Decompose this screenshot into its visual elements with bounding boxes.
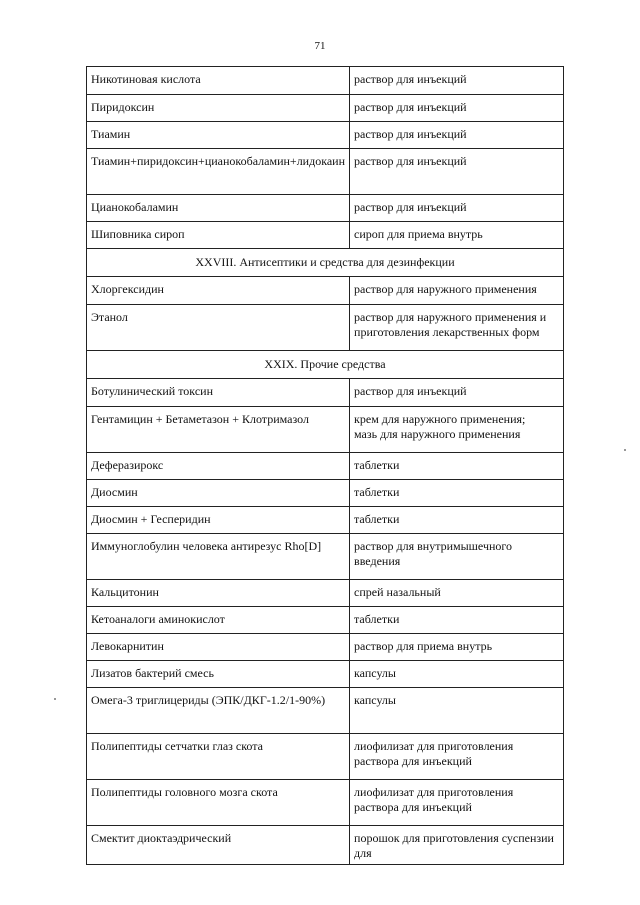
- section-row: [87, 351, 564, 379]
- table-row: [87, 534, 564, 580]
- drug-name-cell: Цианокобаламин: [87, 195, 350, 222]
- dosage-form-cell: раствор для инъекций: [350, 95, 564, 122]
- dosage-form-cell: капсулы: [350, 688, 564, 734]
- table-row: [87, 453, 564, 480]
- drug-name-cell: Иммуноглобулин человека антирезус Rho[D]: [87, 534, 350, 580]
- table-row: [87, 195, 564, 222]
- table-row: [87, 607, 564, 634]
- drug-name-cell: Шиповника сироп: [87, 222, 350, 249]
- drug-name-cell: Кетоаналоги аминокислот: [87, 607, 350, 634]
- dosage-form-cell: капсулы: [350, 661, 564, 688]
- dosage-form-cell: порошок для приготовления суспензии для: [350, 826, 564, 865]
- dosage-form-cell: крем для наружного применения; мазь для наружного применения: [350, 407, 564, 453]
- dosage-form-cell: раствор для наружного применения и приготовления лекарственных форм: [350, 305, 564, 351]
- drug-name-cell: Кальцитонин: [87, 580, 350, 607]
- drug-name-cell: Пиридоксин: [87, 95, 350, 122]
- medicines-table: [86, 66, 564, 865]
- scan-speck: [54, 698, 56, 700]
- dosage-form-cell: таблетки: [350, 453, 564, 480]
- section-title: XXVIII. Антисептики и средства для дезинфекции: [87, 249, 564, 277]
- table-row: [87, 661, 564, 688]
- table-row: [87, 222, 564, 249]
- dosage-form-cell: раствор для инъекций: [350, 149, 564, 195]
- drug-name-cell: Деферазирокс: [87, 453, 350, 480]
- drug-name-cell: Диосмин + Гесперидин: [87, 507, 350, 534]
- table-row: [87, 407, 564, 453]
- section-title: XXIX. Прочие средства: [87, 351, 564, 379]
- dosage-form-cell: таблетки: [350, 507, 564, 534]
- table-row: [87, 688, 564, 734]
- table-row: [87, 305, 564, 351]
- drug-name-cell: Тиамин+пиридоксин+цианокобаламин+лидокаин: [87, 149, 350, 195]
- section-row: [87, 249, 564, 277]
- drug-name-cell: Лизатов бактерий смесь: [87, 661, 350, 688]
- drug-name-cell: Ботулинический токсин: [87, 379, 350, 407]
- table-row: [87, 507, 564, 534]
- dosage-form-cell: раствор для внутримышечного введения: [350, 534, 564, 580]
- dosage-form-cell: раствор для наружного применения: [350, 277, 564, 305]
- drug-name-cell: Хлоргексидин: [87, 277, 350, 305]
- medicines-table-body: [87, 67, 564, 865]
- table-row: [87, 379, 564, 407]
- table-row: [87, 580, 564, 607]
- page-number: 71: [314, 40, 326, 52]
- table-row: [87, 734, 564, 780]
- dosage-form-cell: раствор для инъекций: [350, 195, 564, 222]
- scan-speck: [624, 449, 626, 451]
- dosage-form-cell: таблетки: [350, 607, 564, 634]
- drug-name-cell: Полипептиды сетчатки глаз скота: [87, 734, 350, 780]
- dosage-form-cell: раствор для приема внутрь: [350, 634, 564, 661]
- drug-name-cell: Диосмин: [87, 480, 350, 507]
- table-row: [87, 826, 564, 865]
- table-row: [87, 149, 564, 195]
- table-row: [87, 780, 564, 826]
- dosage-form-cell: сироп для приема внутрь: [350, 222, 564, 249]
- drug-name-cell: Левокарнитин: [87, 634, 350, 661]
- dosage-form-cell: спрей назальный: [350, 580, 564, 607]
- drug-name-cell: Тиамин: [87, 122, 350, 149]
- drug-name-cell: Омега-3 триглицериды (ЭПК/ДКГ-1.2/1-90%): [87, 688, 350, 734]
- table-row: [87, 634, 564, 661]
- dosage-form-cell: лиофилизат для приготовления раствора для инъекций: [350, 734, 564, 780]
- dosage-form-cell: раствор для инъекций: [350, 67, 564, 95]
- table-row: [87, 122, 564, 149]
- dosage-form-cell: таблетки: [350, 480, 564, 507]
- table-row: [87, 277, 564, 305]
- drug-name-cell: Полипептиды головного мозга скота: [87, 780, 350, 826]
- dosage-form-cell: раствор для инъекций: [350, 379, 564, 407]
- drug-name-cell: Гентамицин + Бетаметазон + Клотримазол: [87, 407, 350, 453]
- drug-name-cell: Этанол: [87, 305, 350, 351]
- table-row: [87, 480, 564, 507]
- dosage-form-cell: лиофилизат для приготовления раствора для инъекций: [350, 780, 564, 826]
- drug-name-cell: Никотиновая кислота: [87, 67, 350, 95]
- table-row: [87, 67, 564, 95]
- drug-name-cell: Смектит диоктаэдрический: [87, 826, 350, 865]
- table-row: [87, 95, 564, 122]
- dosage-form-cell: раствор для инъекций: [350, 122, 564, 149]
